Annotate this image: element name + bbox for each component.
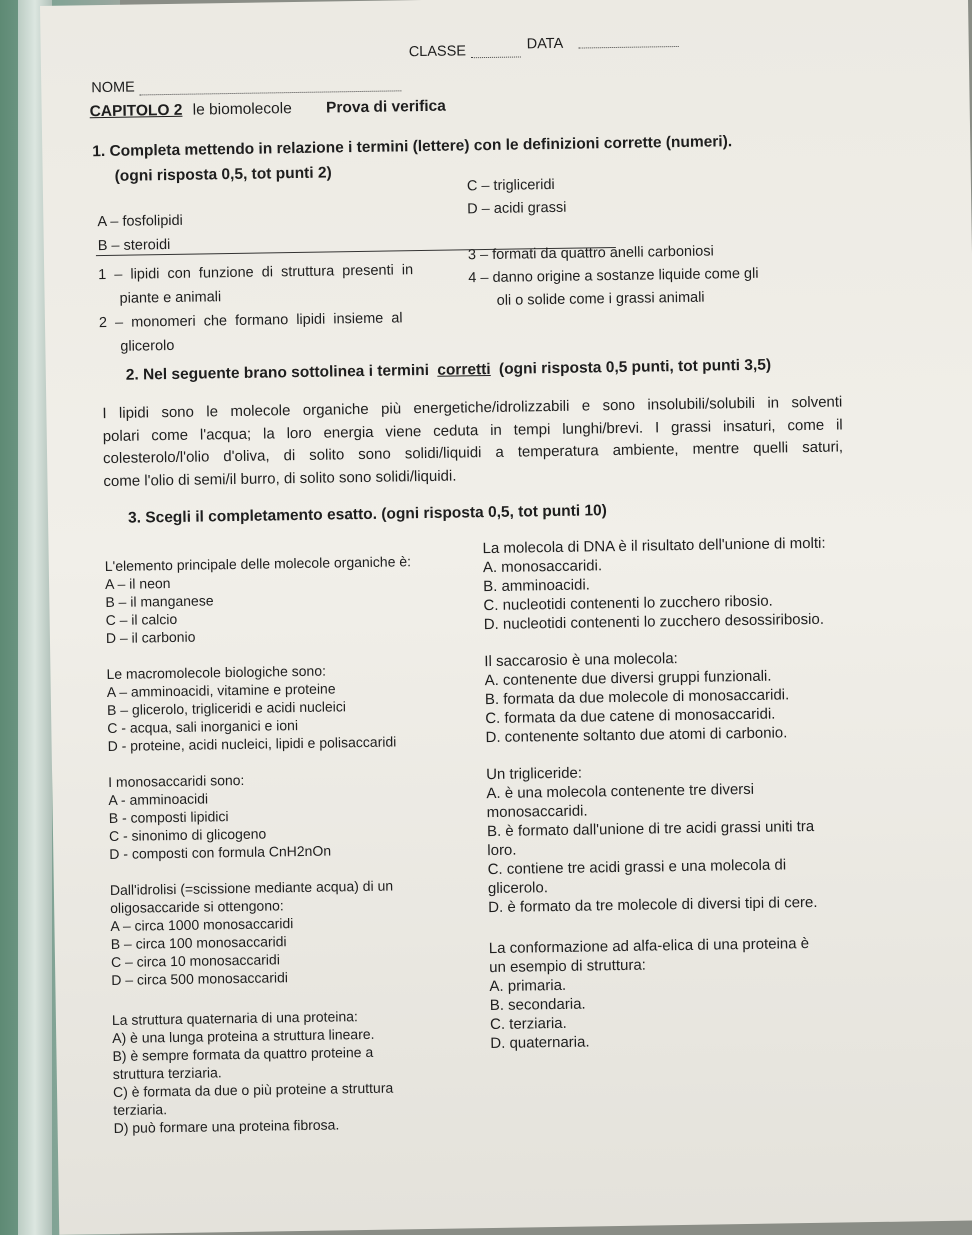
option[interactable]: A. primaria. [489,976,567,996]
option[interactable]: C. formata da due catene di monosaccaridi. [485,705,776,728]
option[interactable]: D. nucleotidi contenenti lo zucchero desossiribosio. [483,610,825,634]
option[interactable]: B. secondaria. [489,995,586,1015]
option[interactable]: B. formata da due molecole di monosaccaridi. [484,686,790,709]
ex1-term-a: A – fosfolipidi [97,212,183,231]
option[interactable]: B – il manganese [105,592,214,611]
q-macromolecules: Le macromolecole biologiche sono: [106,662,327,683]
option[interactable]: C. terziaria. [489,1014,567,1034]
option[interactable]: D. quaternaria. [490,1033,590,1053]
q-monosaccharides: I monosaccaridi sono: [108,771,245,791]
ex1-def-3: 3 – formati da quattro anelli carboniosi [467,243,714,264]
option[interactable]: A. è una molecola contenente tre diversi [486,780,755,803]
option[interactable]: D – circa 500 monosaccaridi [111,969,289,988]
option[interactable]: C - sinonimo di glicogeno [108,825,267,845]
option[interactable]: D) può formare una proteina fibrosa. [113,1116,340,1136]
option[interactable]: B - composti lipidici [108,808,229,827]
ex1-def-1-line1: 1 – lipidi con funzione di struttura presenti in [98,262,414,284]
q-organic-element: L'elemento principale delle molecole organiche è: [104,553,412,575]
ex2-title-end: (ogni risposta 0,5 punti, tot punti 3,5) [498,356,772,378]
option-continuation: glicerolo. [487,879,549,898]
option[interactable]: B. è formato dall'unione di tre acidi grassi uniti tra [486,817,815,841]
ex1-title: 1. Completa mettendo in relazione i termini (lettere) con le definizioni corrette (numeri). [92,133,733,161]
q-hydrolysis-line1: Dall'idrolisi (=scissione mediante acqua) di un [109,877,394,899]
ex1-def-2-line1: 2 – monomeri che formano lipidi insieme al [98,310,403,332]
option[interactable]: B. amminoacidi. [483,576,591,596]
worksheet-page [40,0,972,1235]
classe-label: CLASSE [408,43,467,61]
ex2-line-4: come l'olio di semi/il burro, di solito sono solidi/liquidi. [103,467,457,490]
option[interactable]: D. è formato da tre molecole di diversi tipi di cere. [488,893,818,917]
option[interactable]: C. nucleotidi contenenti lo zucchero ribosio. [483,592,773,615]
option-continuation: terziaria. [113,1101,168,1118]
chapter-topic: le biomolecole [192,100,292,119]
ex3-right-column [482,534,833,1053]
option[interactable]: D - composti con formula CnH2nOn [109,842,332,863]
option[interactable]: D – il carbonio [105,628,196,647]
q-sucrose: Il saccarosio è una molecola: [484,650,678,671]
option-continuation: loro. [487,841,517,860]
chapter-heading [90,98,446,122]
data-label: DATA [526,35,564,53]
option[interactable]: C) è formata da due o più proteine a struttura [112,1079,394,1100]
option-continuation: struttura terziaria. [112,1064,222,1082]
ex2-line-3: colesterolo/l'olio d'oliva, di solito sono solidi/liquidi a temperatura ambiente, mentre quelli saturi, [102,438,844,468]
option[interactable]: B) è sempre formata da quattro proteine a [112,1043,374,1064]
q-alpha-helix-line1: La conformazione ad alfa-elica di una proteina è [488,935,810,958]
chapter-label: CAPITOLO 2 [89,101,183,121]
option[interactable]: B – circa 100 monosaccaridi [110,933,287,953]
test-title: Prova di verifica [325,97,446,117]
ex2-title [126,357,772,385]
ex1-def-4-line2: oli o solide come i grassi animali [496,289,705,309]
q-triglyceride: Un trigliceride: [485,764,583,784]
data-field[interactable] [579,46,679,49]
ex3-left-column [105,552,420,1137]
option[interactable]: C. contiene tre acidi grassi e una molecola di [487,856,787,879]
option[interactable]: D - proteine, acidi nucleici, lipidi e polisaccaridi [107,733,397,755]
option[interactable]: C – circa 10 monosaccaridi [110,951,280,971]
q-dna: La molecola di DNA è il risultato dell'unione di molti: [482,534,826,558]
q-hydrolysis-line2: oligosaccaride si ottengono: [110,897,284,917]
nome-label: NOME [91,79,135,97]
ex2-line-2: polari come l'acqua; la loro energia viene ceduta in tempi lunghi/brevi. I grassi insaturi, come il [102,415,843,445]
option[interactable]: A. monosaccaridi. [482,557,603,577]
classe-field[interactable] [471,56,521,58]
option[interactable]: C - acqua, sali inorganici e ioni [107,717,299,737]
ex1-term-b: B – steroidi [97,236,171,255]
ex1-term-d: D – acidi grassi [467,199,567,218]
ex2-line-1: I lipidi sono le molecole organiche più energetiche/idrolizzabili e sono insolubili/solubili in solventi [102,393,843,423]
option[interactable]: A – circa 1000 monosaccaridi [110,915,294,935]
ex1-def-1-line2: piante e animali [119,289,222,307]
option[interactable]: A) è una lunga proteina a struttura lineare. [112,1025,375,1046]
nome-field[interactable] [139,90,401,95]
ex1-def-2-line2: glicerolo [120,337,175,355]
ex1-def-4-line1: 4 – danno origine a sostanze liquide come gli [468,265,759,287]
ex2-title-start: 2. Nel seguente brano sottolinea i termini [125,361,430,384]
ex1-term-c: C – trigliceridi [466,176,555,195]
q-alpha-helix-line2: un esempio di struttura: [489,956,647,977]
option-continuation: monosaccaridi. [486,802,588,822]
ex1-scoring: (ogni risposta 0,5, tot punti 2) [114,164,332,185]
option[interactable]: A – il neon [104,575,171,593]
option[interactable]: A. contenente due diversi gruppi funzionali. [484,667,772,690]
option[interactable]: C – il calcio [105,610,178,629]
option[interactable]: A – amminoacidi, vitamine e proteine [106,680,336,701]
q-quaternary-structure: La struttura quaternaria di una proteina: [111,1008,358,1028]
ex3-title: 3. Scegli il completamento esatto. (ogni risposta 0,5, tot punti 10) [127,502,607,527]
ex2-paragraph [102,391,843,493]
ex2-title-underlined: corretti [437,360,491,379]
option[interactable]: A - amminoacidi [108,790,209,809]
option[interactable]: D. contenente soltanto due atomi di carbonio. [485,724,788,747]
option[interactable]: B – glicerolo, trigliceridi e acidi nucleici [106,698,347,719]
